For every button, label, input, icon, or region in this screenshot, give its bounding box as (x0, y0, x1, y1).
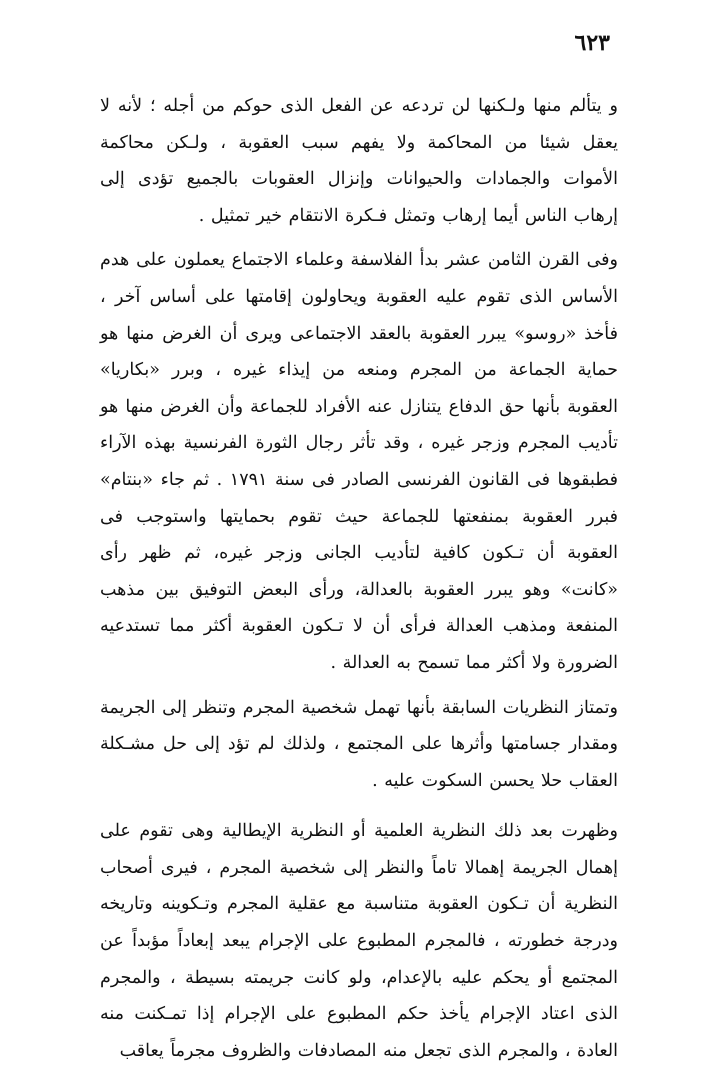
body-text (100, 88, 618, 1069)
paragraph-punishment-of-animals: و يتألم منها ولـكنها لن تردعه عن الفعل الذى حوكم من أجله ؛ لأنه لا يعقل شيئا من المحاكمة ولا يفهم سبب العقوبة ، ولـكن محاكمة الأموات والجمادات والحيوانات وإنزال العقوبات بالجميع تؤدى إلى إرهاب الناس أيما إرهاب وتمثل فـكرة الانتقام خير تمثيل . (100, 96, 618, 226)
paragraph-italian-scientific-theory: وظهرت بعد ذلك النظرية العلمية أو النظرية الإيطالية وهى تقوم على إهمال الجريمة إهمالا تاماً والنظر إلى شخصية المجرم ، فيرى أصحاب النظرية أن تـكون العقوبة متناسبة مع عقلية المجرم وتـكوينه وتاريخه ودرجة خطورته ، فالمجرم المطبوع على الإجرام يبعد إبعاداً مؤبداً عن المجتمع أو يحكم عليه بالإعدام، ولو كانت جريمته بسيطة ، والمجرم الذى اعتاد الإجرام يأخذ حكم المطبوع على الإجرام إذا تمـكنت منه العادة ، والمجرم الذى تجعل منه المصادفات والظروف مجرماً يعاقب (100, 821, 618, 1061)
page-number: ٦٢٣ (574, 30, 610, 56)
paragraph-eighteenth-century-theories: وفى القرن الثامن عشر بدأ الفلاسفة وعلماء الاجتماع يعملون على هدم الأساس الذى تقوم عليه العقوبة ويحاولون إقامتها على أساس آخر ، فأخذ «روسو» يبرر العقوبة بالعقد الاجتماعى ويرى أن الغرض منها هو حماية الجماعة من المجرم ومنعه من إيذاء غيره ، وبرر «بكاريا» العقوبة بأنها حق الدفاع يتنازل عنه الأفراد للجماعة وأن الغرض منها هو تأديب المجرم وزجر غيره ، وقد تأثر رجال الثورة الفرنسية بهذه الآراء فطبقوها فى القانون الفرنسى الصادر فى سنة ١٧٩١ . ثم جاء «بنتام» فبرر العقوبة بمنفعتها للجماعة حيث تقوم بحمايتها واستوجب فى العقوبة أن تـكون كافية لتأديب الجانى وزجر غيره، ثم ظهر رأى «كانت» وهو يبرر العقوبة بالعدالة، ورأى البعض التوفيق بين مذهب المنفعة ومذهب العدالة فرأى أن لا تـكون العقوبة أكثر مما تستدعيه الضرورة ولا أكثر مما تسمح به العدالة . (100, 250, 618, 673)
paragraph-criticism-of-theories: وتمتاز النظريات السابقة بأنها تهمل شخصية المجرم وتنظر إلى الجريمة ومقدار جسامتها وأثرها على المجتمع ، ولذلك لم تؤد إلى حل مشـكلة العقاب حلا يحسن السكوت عليه . (100, 697, 618, 791)
